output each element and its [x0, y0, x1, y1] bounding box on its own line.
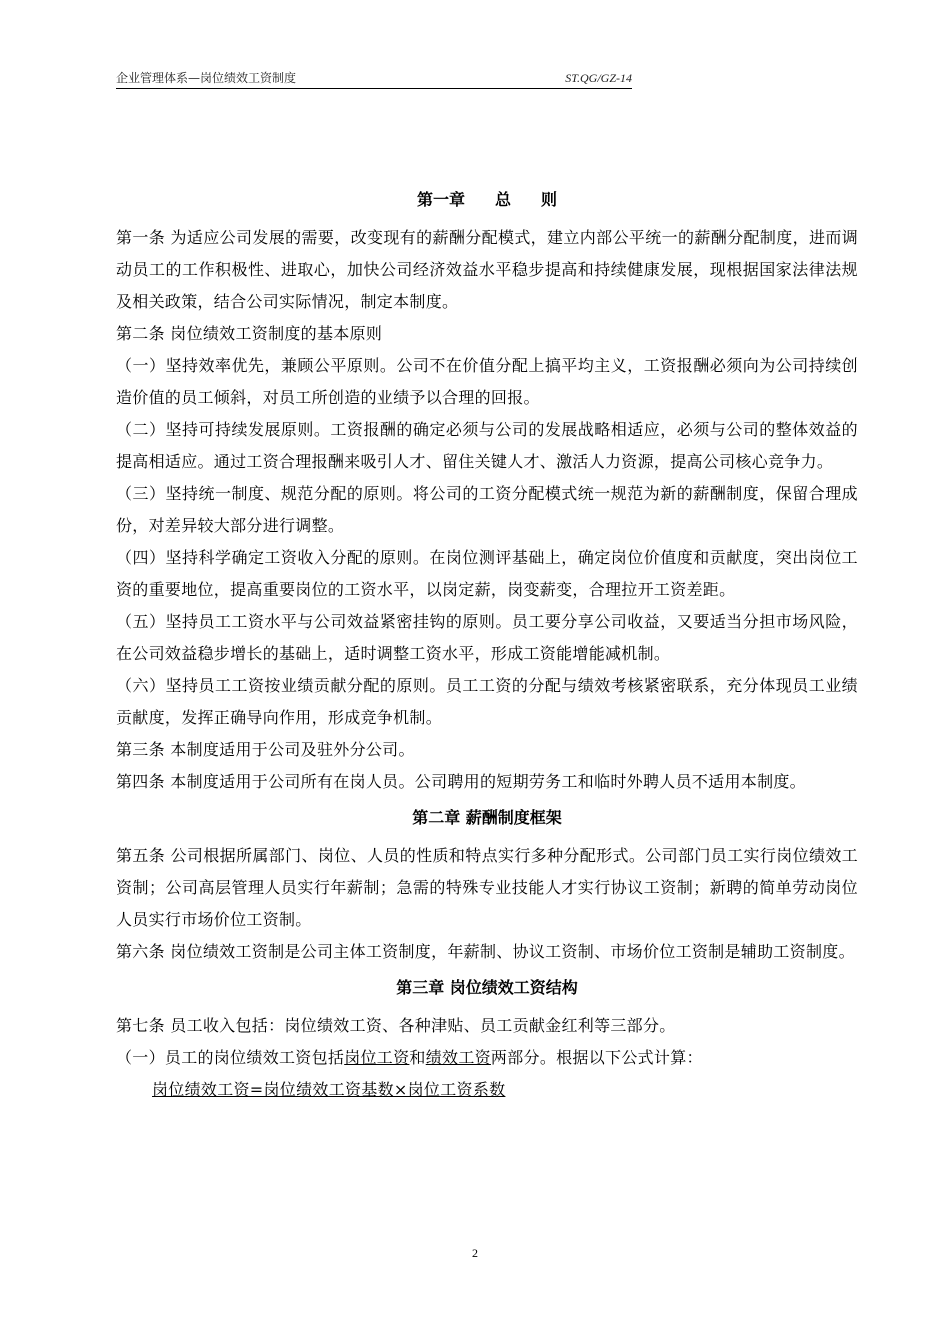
principle-1: （一）坚持效率优先，兼顾公平原则。公司不在价值分配上搞平均主义，工资报酬必须向为公司持续创造价值的员工倾斜，对员工所创造的业绩予以合理的回报。 [116, 356, 858, 407]
principle-6: （六）坚持员工工资按业绩贡献分配的原则。员工工资的分配与绩效考核紧密联系，充分体现员工业绩贡献度，发挥正确导向作用，形成竞争机制。 [116, 676, 858, 727]
document-body [116, 182, 858, 1106]
chapter-1-number: 第一章 [416, 190, 465, 209]
item-1-text-c: 两部分。根据以下公式计算： [490, 1048, 703, 1067]
page-header [116, 70, 632, 89]
principle-3: （三）坚持统一制度、规范分配的原则。将公司的工资分配模式统一规范为新的薪酬制度，保留合理成份，对差异较大部分进行调整。 [116, 484, 858, 535]
principle-2: （二）坚持可持续发展原则。工资报酬的确定必须与公司的发展战略相适应，必须与公司的整体效益的提高相适应。通过工资合理报酬来吸引人才、留住关键人才、激活人力资源，提高公司核心竞争力。 [116, 420, 858, 471]
wage-formula-text: 岗位绩效工资=岗位绩效工资基数×岗位工资系数 [152, 1080, 506, 1099]
chapter-2-heading: 第二章 薪酬制度框架 [412, 808, 562, 827]
article-7: 第七条 员工收入包括：岗位绩效工资、各种津贴、员工贡献金红利等三部分。 [116, 1016, 676, 1035]
article-3: 第三条 本制度适用于公司及驻外分公司。 [116, 740, 415, 759]
principle-4: （四）坚持科学确定工资收入分配的原则。在岗位测评基础上，确定岗位价值度和贡献度，突出岗位工资的重要地位，提高重要岗位的工资水平，以岗定薪，岗变薪变，合理拉开工资差距。 [116, 548, 858, 599]
article-2: 第二条 岗位绩效工资制度的基本原则 [116, 324, 383, 343]
chapter-3-heading: 第三章 岗位绩效工资结构 [396, 978, 578, 997]
article-7-item-1 [116, 1042, 858, 1074]
wage-formula [152, 1074, 858, 1106]
term-position-wage: 岗位工资 [344, 1048, 410, 1067]
header-doc-code: ST.QG/GZ-14 [565, 71, 632, 85]
principle-5: （五）坚持员工工资水平与公司效益紧密挂钩的原则。员工要分享公司收益，又要适当分担市场风险，在公司效益稳步增长的基础上，适时调整工资水平，形成工资能增能减机制。 [116, 612, 858, 663]
article-4: 第四条 本制度适用于公司所有在岗人员。公司聘用的短期劳务工和临时外聘人员不适用本制度。 [116, 772, 806, 791]
article-6: 第六条 岗位绩效工资制是公司主体工资制度，年薪制、协议工资制、市场价位工资制是辅助工资制度。 [116, 942, 855, 961]
chapter-1-title-a: 总 [494, 190, 511, 209]
chapter-1-title-b: 则 [541, 190, 558, 209]
item-1-text-a: （一）员工的岗位绩效工资包括 [116, 1048, 345, 1067]
term-performance-wage: 绩效工资 [425, 1048, 491, 1067]
chapter-1-heading [116, 182, 858, 222]
page-number: 2 [472, 1246, 478, 1260]
header-title: 企业管理体系—岗位绩效工资制度 [116, 71, 297, 85]
item-1-text-b: 和 [409, 1048, 426, 1067]
article-5: 第五条 公司根据所属部门、岗位、人员的性质和特点实行多种分配形式。公司部门员工实行岗位绩效工资制；公司高层管理人员实行年薪制；急需的特殊专业技能人才实行协议工资制；新聘的简单劳动岗位人员实行市场价位工资制。 [116, 846, 858, 929]
article-1: 第一条 为适应公司发展的需要，改变现有的薪酬分配模式，建立内部公平统一的薪酬分配制度，进而调动员工的工作积极性、进取心，加快公司经济效益水平稳步提高和持续健康发展，现根据国家法律法规及相关政策，结合公司实际情况，制定本制度。 [116, 228, 858, 311]
